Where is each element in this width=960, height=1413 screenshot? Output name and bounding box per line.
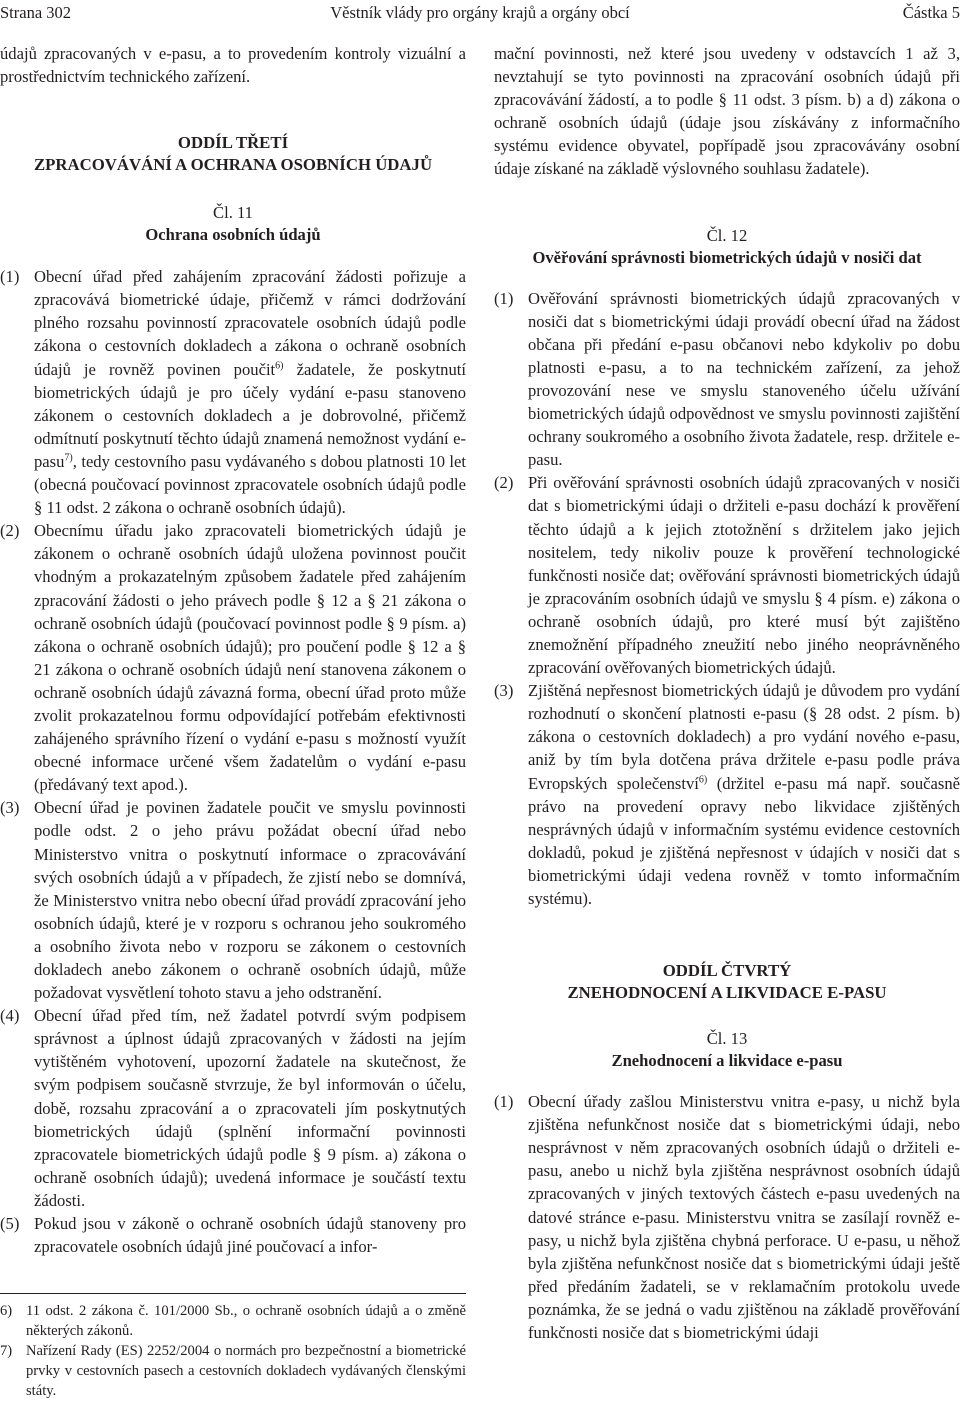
- paragraph-text: Zjištěná nepřesnost biometrických údajů je důvodem pro vydání rozhodnutí o skončení platnosti e-pasu (§ 28 odst. 2 písm. b) zákona o cestovních dokladech) a pro vydání nového e-pasu, aniž by tím byla dotčena práva držitele e-pasu podle práva Evropských společenství: [528, 681, 960, 793]
- paragraph-number: (1): [494, 288, 514, 308]
- paragraph-number: (1): [0, 267, 20, 287]
- paragraph-text: , tedy cestovního pasu vydávaného s dobou platnosti 10 let (obecná poučovací povinnost zpracovatele osobních údajů podle § 11 odst. 2 zákona o ochraně osobních údajů).: [34, 451, 466, 518]
- paragraph-text: Obecní úřad před zahájením zpracování žádosti pořizuje a zpracovává biometrické údaje, přičemž v rámci dodržování plného rozsahu povinností zpracovatele osobních údajů podle zákona o cestovních dokladech a zákona o ochraně osobních údajů je rovněž povinen poučit: [34, 267, 466, 379]
- paragraph-text: Obecnímu úřadu jako zpracovateli biometrických údajů je zákonem o ochraně osobních údajů uložena povinnost poučit vhodným a prokazatelným způsobem žadatele před zahájením zpracování žádosti o jeho právech podle § 12 a § 21 zákona o ochraně osobních údajů (poučovací povinnost podle § 9 písm. a) zákona o ochraně osobních údajů); pro poučení podle § 12 a § 21 zákona o ochraně osobních údajů není stanovena zákonem o ochraně osobních údajů závazná forma, obecní úřad proto může zvolit prokazatelnou formu odpovídající potřebám efektivnosti zahájeného správního řízení o vydání e-pasu s možností využít obecné informace určené všem žadatelům o vydání e-pasu (předávaný text apod.).: [34, 521, 466, 795]
- footnote-7: [0, 1341, 466, 1401]
- paragraph-text: Ověřování správnosti biometrických údajů zpracovaných v nosiči dat s biometrickými údaji provádí obecní úřad na žádost občana při předání e-pasu občanovi nebo kdykoliv po dobu platnosti e-pasu, a to na technickém zařízení, za jehož provozování nese ve smyslu stanoveného účelu užívání biometrických údajů odpovědnost ve smyslu povinnosti zajištění ochrany soukromého a osobního života žadatele, resp. držitele e-pasu.: [528, 288, 960, 470]
- page-header: [0, 0, 960, 28]
- article-13-title: Znehodnocení a likvidace e-pasu: [611, 1051, 843, 1071]
- paragraph-number: (5): [0, 1214, 20, 1234]
- article-11-paragraph-1: [0, 265, 466, 519]
- paragraph-number: (3): [0, 798, 20, 818]
- article-13-number: Čl. 13: [706, 1029, 748, 1049]
- article-11-paragraph-5: [0, 1212, 466, 1258]
- article-12-paragraph-1: [494, 287, 960, 472]
- article-11-paragraph-2: [0, 519, 466, 796]
- paragraph-text: žadatele, že poskytnutí biometrických údajů je pro účely vydání e-pasu stanoveno zákonem o cestovních dokladech a je dobrovolné, přičemž odmítnutí poskytnutí těchto údajů znamená nemožnost vydání e-pasu: [34, 359, 466, 471]
- paragraph-number: (4): [0, 1006, 20, 1026]
- footnote-divider: [0, 1293, 466, 1294]
- article-11-paragraph-3: [0, 796, 466, 1004]
- paragraph-number: (1): [494, 1092, 514, 1112]
- journal-title: Věstník vlády pro orgány krajů a orgány obcí: [330, 3, 630, 22]
- article-11-paragraph-4: [0, 1004, 466, 1212]
- paragraph-number: (3): [494, 681, 514, 701]
- footnote-text: Nařízení Rady (ES) 2252/2004 o normách pro bezpečnostní a biometrické prvky v cestovních pasech a cestovních dokladech vydávaných členskými státy.: [26, 1343, 466, 1399]
- paragraph-number: (2): [494, 473, 514, 493]
- paragraph-text: Obecní úřad před tím, než žadatel potvrdí svým podpisem správnost a úplnost údajů zpracovaných v žádosti na jejím vytištěném vyhotovení, upozorní žadatele na skutečnost, že svým podpisem současně stvrzuje, že byl informován o účelu, době, rozsahu zpracování a o zpracovateli jím poskytnutých biometrických údajů (splnění informační povinnosti zpracovatele biometrických údajů podle § 9 písm. a) zákona o ochraně osobních údajů); uvedená informace je součástí textu žádosti.: [34, 1006, 466, 1210]
- footnote-ref: 7): [64, 452, 73, 464]
- article-11-number: Čl. 11: [213, 203, 253, 223]
- section-heading-3: ODDÍL TŘETÍ: [177, 133, 289, 153]
- article-12-title: Ověřování správnosti biometrických údajů v nosiči dat: [532, 247, 922, 267]
- paragraph-text: (držitel e-pasu má např. současně právo na provedení opravy nebo likvidace zjištěných nesprávných údajů v informačním systému evidence cestovních dokladů, pokud je zjištěná nepřesnost v údajích v nosiči dat s biometrickými údaji vedena rovněž v tomto informačním systému).: [528, 773, 960, 908]
- paragraph-text: Obecní úřady zašlou Ministerstvu vnitra e-pasy, u nichž byla zjištěna nefunkčnost nosiče dat s biometrickými údaji, nebo nesprávnost v něm zpracovaných osobních údajů o držiteli e-pasu, anebo u nichž byla zjištěna nesprávnost osobních údajů zpracovaných v jiných textových částech e-pasu uvedených na datové stránce e-pasu. Ministerstvu vnitra se zasílají rovněž e-pasy, u nichž byla zjištěna chybná perforace. U e-pasu, u něhož byla zjištěna nefunkčnost nosiče dat s biometrickými údaji ještě před předáním žadateli, se v reklamačním protokolu uvede poznámka, že se jedná o vadu zjištěnou na základě prověřování funkčnosti nosiče dat s biometrickými údaji: [528, 1092, 960, 1343]
- continued-paragraph: mační povinnosti, než které jsou uvedeny v odstavcích 1 až 3, nevztahují se tyto povinnosti na zpracování osobních údajů při zpracovávání žádostí, a to podle § 11 odst. 3 písm. b) a d) zákona o ochraně osobních údajů (údaje jsou získávány z informačního systému evidence obyvatel, popřípadě jsou zpracovávány osobní údaje získané na základě výslovného souhlasu žadatele).: [494, 44, 960, 179]
- article-12-number: Čl. 12: [706, 225, 748, 245]
- page-number: Strana 302: [0, 3, 72, 22]
- section-heading-3-title: ZPRACOVÁVÁNÍ A OCHRANA OSOBNÍCH ÚDAJŮ: [33, 155, 433, 175]
- section-heading-4: ODDÍL ČTVRTÝ: [662, 961, 792, 981]
- footnote-number: 7): [0, 1343, 13, 1359]
- right-column: [494, 42, 960, 1344]
- paragraph-text: Obecní úřad je povinen žadatele poučit ve smyslu povinnosti podle odst. 2 o jeho právu požádat obecní úřad nebo Ministerstvo vnitra o poskytnutí informace o zpracovávání svých osobních údajů a v případech, že zjistí nebo se domnívá, že Ministerstvo vnitra nebo obecní úřad provádí zpracování jeho osobních údajů, které je v rozporu s ochranou jeho soukromého a osobního života nebo v rozporu se zákonem o cestovních dokladech anebo zákonem o ochraně osobních údajů, může požadovat vysvětlení tohoto stavu a jeho odstranění.: [34, 798, 466, 1003]
- paragraph-number: (2): [0, 521, 20, 541]
- article-12-paragraph-3: [494, 679, 960, 910]
- footnote-text: 11 odst. 2 zákona č. 101/2000 Sb., o ochraně osobních údajů a o změně některých zákonů.: [26, 1303, 466, 1339]
- left-column: [0, 42, 466, 1258]
- footnote-6: [0, 1301, 466, 1341]
- footnotes: [0, 1293, 466, 1401]
- intro-paragraph: údajů zpracovaných v e-pasu, a to provedením kontroly vizuální a prostřednictvím technického zařízení.: [0, 44, 466, 87]
- footnote-ref: 6): [698, 774, 708, 785]
- article-11-title: Ochrana osobních údajů: [145, 225, 321, 245]
- footnote-ref: 6): [275, 360, 284, 372]
- article-12-paragraph-2: [494, 471, 960, 679]
- paragraph-text: Pokud jsou v zákoně o ochraně osobních údajů stanoveny pro zpracovatele osobních údajů jiné poučovací a infor-: [34, 1214, 466, 1257]
- section-heading-4-title: ZNEHODNOCENÍ A LIKVIDACE E-PASU: [567, 983, 887, 1003]
- article-13-paragraph-1: [494, 1090, 960, 1344]
- footnote-number: 6): [0, 1303, 13, 1319]
- issue-part: Částka 5: [902, 3, 960, 22]
- paragraph-text: Při ověřování správnosti osobních údajů zpracovaných v nosiči dat s biometrickými údaji o držiteli e-pasu dochází k prověření těchto údajů a k jejich ztotožnění s držitelem jako jejich nositelem, tedy nikoliv pouze k prověření technologické funkčnosti nosiče dat; ověřování správnosti biometrických údajů je zpracováním osobních údajů ve smyslu § 4 písm. e) zákona o ochraně osobních údajů, pro které musí být zajištěno znemožnění případného zneužití nebo jiného neoprávněného zpracování ověřovaných biometrických údajů.: [528, 473, 960, 678]
